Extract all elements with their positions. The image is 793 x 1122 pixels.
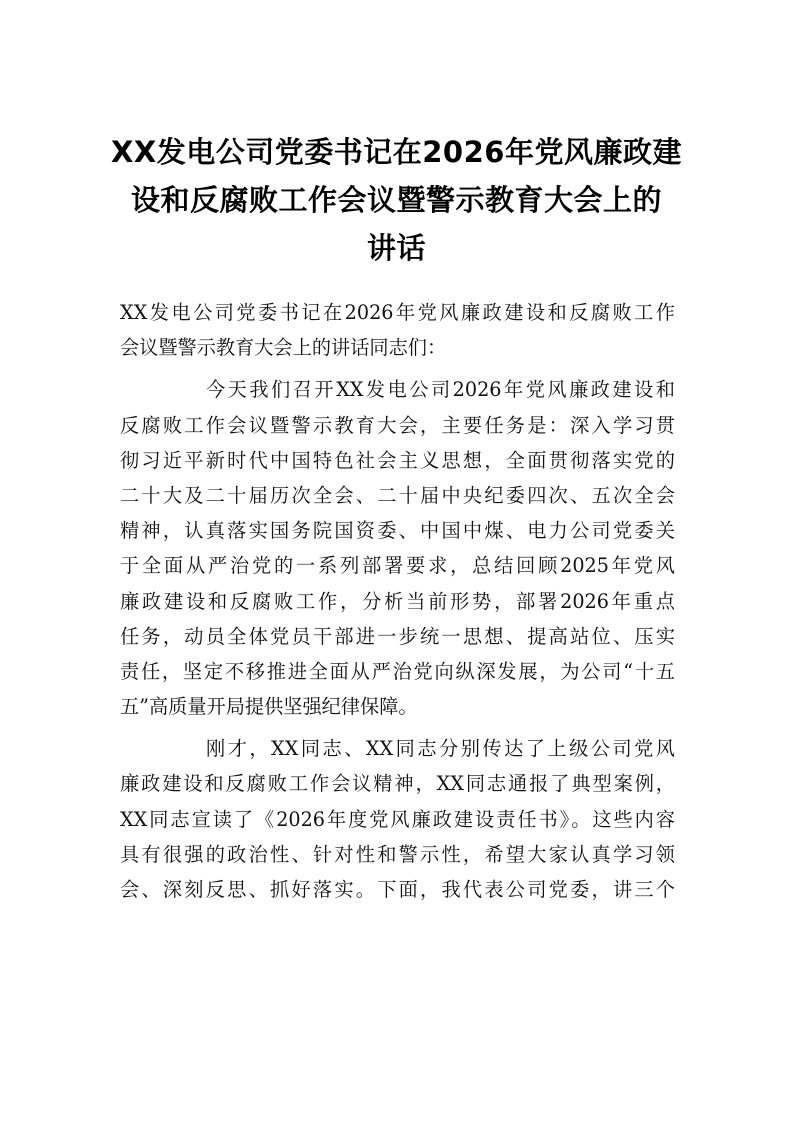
text-line: 责任，坚定不移推进全面从严治党向纵深发展，为公司“十五 <box>120 659 675 683</box>
paragraph-conveyed-spirit <box>120 731 675 907</box>
paragraph-opening <box>120 295 675 365</box>
text-line: 今天我们召开XX发电公司2026年党风廉政建设和 <box>206 378 675 402</box>
text-line: XX同志宣读了《2026年度党风廉政建设责任书》。这些内容 <box>120 807 675 831</box>
text-line: 于全面从严治党的一系列部署要求，总结回顾2025年党风 <box>120 554 675 578</box>
text-line: 二十大及二十届历次全会、二十届中央纪委四次、五次全会 <box>120 483 675 507</box>
text-line: 具有很强的政治性、针对性和警示性，希望大家认真学习领 <box>120 842 675 866</box>
text-line: 五”高质量开局提供坚强纪律保障。 <box>120 695 418 719</box>
text-line: 彻习近平新时代中国特色社会主义思想，全面贯彻落实党的 <box>120 448 675 472</box>
text-line: 任务，动员全体党员干部进一步统一思想、提高站位、压实 <box>120 624 675 648</box>
text-line: 反腐败工作会议暨警示教育大会，主要任务是：深入学习贯 <box>120 413 675 437</box>
title-line: 讲话 <box>366 231 426 265</box>
text-line: 廉政建设和反腐败工作，分析当前形势，部署2026年重点 <box>120 589 675 613</box>
title-line: 设和反腐败工作会议暨警示教育大会上的 <box>130 183 662 217</box>
text-line: 刚才，XX同志、XX同志分别传达了上级公司党风 <box>206 737 675 761</box>
text-line: 会、深刻反思、抓好落实。下面，我代表公司党委，讲三个 <box>120 878 675 901</box>
paragraph-meeting-purpose <box>120 372 675 724</box>
text-line: 精神，认真落实国务院国资委、中国中煤、电力公司党委关 <box>120 519 675 543</box>
title-line: XX发电公司党委书记在2026年党风廉政建 <box>111 135 682 169</box>
text-line: 廉政建设和反腐败工作会议精神，XX同志通报了典型案例， <box>120 772 675 796</box>
document-title <box>110 128 683 272</box>
text-line: 会议暨警示教育大会上的讲话同志们： <box>120 336 447 360</box>
text-line: XX发电公司党委书记在2026年党风廉政建设和反腐败工作 <box>120 301 675 324</box>
document-body <box>120 295 675 907</box>
